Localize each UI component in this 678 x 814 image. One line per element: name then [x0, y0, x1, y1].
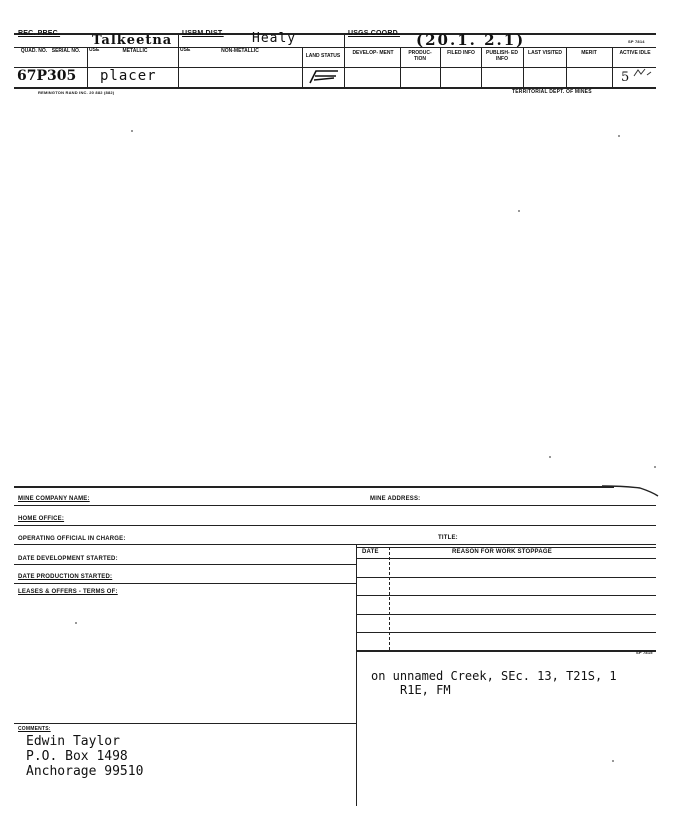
row-line	[14, 544, 656, 545]
comment-line: Anchorage 99510	[26, 764, 144, 779]
metallic-header: METALLIC	[122, 48, 148, 54]
operating-official-label: OPERATING OFFICIAL IN CHARGE:	[18, 536, 126, 542]
filed-info-header: FILED INFO	[447, 50, 475, 56]
row-line	[14, 505, 656, 506]
torn-edge	[600, 478, 660, 500]
col-sep	[481, 47, 482, 87]
scan-speck	[131, 130, 133, 132]
last-visited-header: LAST VISITED	[528, 50, 562, 56]
row-line	[14, 564, 356, 565]
date-rule	[389, 547, 390, 650]
col-sep	[87, 47, 88, 87]
rec-prec-label: REC. PREC.	[18, 30, 61, 37]
land-status-header: LAND STATUS	[305, 53, 341, 59]
date-development-label: DATE DEVELOPMENT STARTED:	[18, 556, 118, 562]
non-metallic-header: NON-METALLIC	[221, 48, 259, 54]
scan-speck	[654, 466, 656, 468]
form-number: SP 7814	[628, 39, 645, 44]
location-line-2: R1E, FM	[400, 683, 451, 697]
row-line	[356, 632, 656, 633]
title-label: TITLE:	[438, 535, 458, 541]
date-label: DATE	[362, 549, 379, 555]
row-line	[14, 583, 356, 584]
active-idle-header: ACTIVE IDLE	[619, 50, 651, 56]
active-idle-mark	[632, 67, 654, 79]
comments-label: COMMENTS:	[18, 726, 51, 732]
production-header: PRODUC- TION	[408, 50, 432, 62]
use-header-metallic: USE	[89, 47, 100, 53]
col-sep	[566, 47, 567, 87]
col-sep	[523, 47, 524, 87]
quad-no-header: QUAD. NO.	[20, 48, 48, 54]
row-line	[356, 595, 656, 596]
scan-speck	[549, 456, 551, 458]
scan-speck	[618, 135, 620, 137]
usbm-dist-value: Healy	[252, 31, 297, 46]
serial-no-header: SERIAL NO.	[51, 48, 81, 54]
scan-speck	[75, 622, 77, 624]
usgs-coord-value: (20.1. 2.1)	[416, 31, 526, 49]
merit-header: MERIT	[581, 50, 597, 56]
col-sep	[440, 47, 441, 87]
printer-credit: REMINGTON RAND INC. 20 882 (882)	[38, 90, 115, 95]
leases-label: LEASES & OFFERS - TERMS OF:	[18, 589, 118, 595]
active-idle-value: 5	[621, 70, 630, 85]
center-rule	[356, 544, 357, 806]
location-line-1: on unnamed Creek, SEc. 13, T21S, 1	[371, 669, 617, 683]
metallic-value: placer	[100, 68, 157, 84]
row-line	[14, 525, 656, 526]
land-status-mark	[306, 68, 342, 86]
quad-serial-value: 67P305	[17, 68, 77, 84]
mine-company-name-label: MINE COMPANY NAME:	[18, 496, 90, 502]
usbm-dist-label: USBM DIST.	[182, 30, 224, 37]
comments-divider	[14, 723, 356, 724]
district-value: Talkeetna	[92, 33, 173, 48]
date-production-label: DATE PRODUCTION STARTED:	[18, 574, 113, 580]
scan-speck	[612, 760, 614, 762]
col-sep	[178, 33, 179, 87]
use-header-non-metallic: USE	[180, 47, 191, 53]
col-sep	[612, 47, 613, 87]
row-line	[356, 547, 656, 548]
col-sep	[302, 47, 303, 87]
row-line	[356, 577, 656, 578]
row-line	[356, 614, 656, 615]
reason-label: REASON FOR WORK STOPPAGE	[452, 549, 552, 555]
mine-address-label: MINE ADDRESS:	[370, 496, 421, 502]
scan-speck	[518, 210, 520, 212]
comment-line: P.O. Box 1498	[26, 749, 128, 764]
home-office-label: HOME OFFICE:	[18, 516, 65, 522]
col-sep	[344, 33, 345, 87]
row-line	[356, 558, 656, 559]
comment-line: Edwin Taylor	[26, 734, 120, 749]
development-header: DEVELOP- MENT	[352, 50, 394, 56]
row-line	[356, 650, 656, 652]
department-label: TERRITORIAL DEPT. OF MINES	[512, 89, 592, 95]
published-info-header: PUBLISH- ED INFO	[486, 50, 518, 62]
bottom-card-top-border	[14, 486, 614, 488]
usgs-coord-label: USGS COORD.	[348, 30, 400, 37]
col-sep	[400, 47, 401, 87]
bottom-form-number: SP 7815	[636, 650, 653, 655]
